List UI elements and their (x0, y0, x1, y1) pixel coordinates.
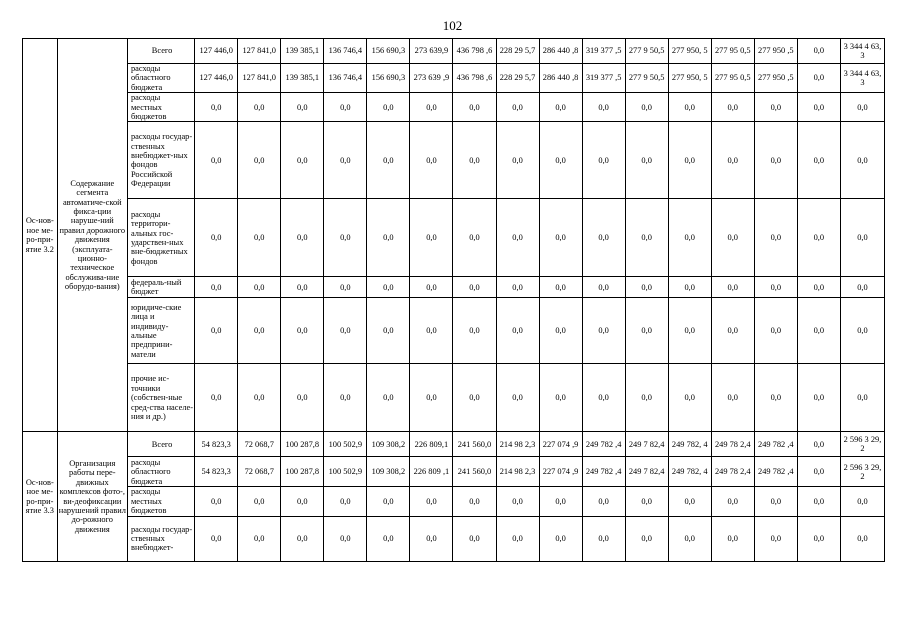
value-cell: 0,0 (281, 277, 324, 298)
value-cell: 0,0 (453, 199, 496, 277)
value-cell: 0,0 (281, 93, 324, 122)
value-cell: 0,0 (496, 487, 539, 516)
table-row (23, 457, 885, 487)
value-cell: 0,0 (324, 298, 367, 364)
value-cell: 0,0 (668, 122, 711, 199)
budget-table (22, 38, 885, 562)
value-cell: 156 690,3 (367, 64, 410, 93)
value-cell: 0,0 (797, 432, 840, 457)
value-cell: 0,0 (281, 298, 324, 364)
value-cell: 0,0 (840, 277, 884, 298)
source-cell: Всего (127, 432, 194, 457)
value-cell: 0,0 (539, 277, 582, 298)
value-cell: 100 502,9 (324, 432, 367, 457)
value-cell: 273 639,9 (410, 39, 453, 64)
value-cell: 0,0 (840, 298, 884, 364)
value-cell: 0,0 (625, 298, 668, 364)
value-cell: 277 950, 5 (668, 39, 711, 64)
value-cell: 0,0 (711, 277, 754, 298)
table-row (23, 432, 885, 457)
value-cell: 436 798 ,6 (453, 64, 496, 93)
value-cell: 0,0 (754, 122, 797, 199)
value-cell: 0,0 (711, 516, 754, 561)
value-cell: 0,0 (410, 122, 453, 199)
table-row (23, 298, 885, 364)
value-cell: 0,0 (410, 277, 453, 298)
value-cell: 249 782 ,4 (754, 432, 797, 457)
value-cell: 109 308,2 (367, 457, 410, 487)
value-cell: 72 068,7 (238, 457, 281, 487)
value-cell: 0,0 (797, 93, 840, 122)
value-cell: 436 798 ,6 (453, 39, 496, 64)
table-row (23, 93, 885, 122)
table-row (23, 199, 885, 277)
value-cell: 214 98 2,3 (496, 432, 539, 457)
value-cell: 156 690,3 (367, 39, 410, 64)
value-cell: 0,0 (238, 298, 281, 364)
value-cell: 249 782 ,4 (582, 457, 625, 487)
value-cell: 54 823,3 (195, 457, 238, 487)
value-cell: 0,0 (625, 364, 668, 432)
value-cell: 0,0 (539, 122, 582, 199)
value-cell: 0,0 (238, 199, 281, 277)
value-cell: 100 502,9 (324, 457, 367, 487)
value-cell: 0,0 (840, 199, 884, 277)
value-cell: 0,0 (754, 93, 797, 122)
source-cell: расходы областного бюджета (127, 457, 194, 487)
value-cell: 0,0 (539, 199, 582, 277)
value-cell: 277 950, 5 (668, 64, 711, 93)
value-cell: 277 950 ,5 (754, 39, 797, 64)
value-cell: 0,0 (797, 457, 840, 487)
value-cell: 0,0 (496, 93, 539, 122)
value-cell: 0,0 (582, 487, 625, 516)
value-cell: 0,0 (840, 516, 884, 561)
value-cell: 0,0 (281, 516, 324, 561)
value-cell: 0,0 (410, 93, 453, 122)
value-cell: 0,0 (238, 122, 281, 199)
value-cell: 0,0 (754, 298, 797, 364)
value-cell: 136 746,4 (324, 39, 367, 64)
value-cell: 136 746,4 (324, 64, 367, 93)
value-cell: 241 560,0 (453, 432, 496, 457)
value-cell: 0,0 (195, 199, 238, 277)
value-cell: 0,0 (496, 516, 539, 561)
value-cell: 139 385,1 (281, 64, 324, 93)
value-cell: 0,0 (496, 277, 539, 298)
value-cell: 0,0 (711, 298, 754, 364)
value-cell: 0,0 (453, 298, 496, 364)
value-cell: 0,0 (625, 277, 668, 298)
value-cell: 0,0 (539, 516, 582, 561)
source-cell: прочие ис-точники (собствен-ные сред-ства населе-ния и др.) (127, 364, 194, 432)
value-cell: 139 385,1 (281, 39, 324, 64)
value-cell: 226 809,1 (410, 432, 453, 457)
value-cell: 0,0 (840, 364, 884, 432)
value-cell: 0,0 (797, 298, 840, 364)
value-cell: 0,0 (582, 516, 625, 561)
value-cell: 0,0 (195, 277, 238, 298)
value-cell: 0,0 (797, 516, 840, 561)
table-row (23, 516, 885, 561)
value-cell: 0,0 (324, 93, 367, 122)
value-cell: 0,0 (453, 487, 496, 516)
value-cell: 0,0 (195, 487, 238, 516)
value-cell: 249 78 2,4 (711, 432, 754, 457)
value-cell: 0,0 (324, 364, 367, 432)
value-cell: 0,0 (754, 516, 797, 561)
value-cell: 0,0 (453, 93, 496, 122)
value-cell: 0,0 (410, 364, 453, 432)
table-row (23, 364, 885, 432)
value-cell: 0,0 (582, 364, 625, 432)
value-cell: 0,0 (711, 487, 754, 516)
page-number: 102 (442, 18, 463, 33)
source-cell: расходы местных бюджетов (127, 487, 194, 516)
value-cell: 0,0 (367, 199, 410, 277)
value-cell: 0,0 (367, 364, 410, 432)
value-cell: 0,0 (367, 516, 410, 561)
source-cell: расходы областного бюджета (127, 64, 194, 93)
value-cell: 127 446,0 (195, 39, 238, 64)
value-cell: 286 440 ,8 (539, 64, 582, 93)
value-cell: 0,0 (711, 364, 754, 432)
value-cell: 0,0 (410, 487, 453, 516)
value-cell: 0,0 (625, 516, 668, 561)
value-cell: 2 596 3 29,2 (840, 432, 884, 457)
value-cell: 0,0 (453, 277, 496, 298)
value-cell: 0,0 (797, 39, 840, 64)
value-cell: 277 95 0,5 (711, 39, 754, 64)
value-cell: 0,0 (195, 364, 238, 432)
description-cell: Организация работы пере-движных комплексов фото-, ви-деофиксации нарушений правил до-рожного движения (57, 432, 127, 561)
value-cell: 0,0 (539, 298, 582, 364)
value-cell: 0,0 (496, 298, 539, 364)
value-cell: 0,0 (754, 277, 797, 298)
value-cell: 227 074 ,9 (539, 432, 582, 457)
value-cell: 249 7 82,4 (625, 432, 668, 457)
value-cell: 249 78 2,4 (711, 457, 754, 487)
value-cell: 0,0 (410, 516, 453, 561)
table-row (23, 39, 885, 64)
value-cell: 319 377 ,5 (582, 39, 625, 64)
value-cell: 127 446,0 (195, 64, 238, 93)
value-cell: 0,0 (668, 277, 711, 298)
value-cell: 0,0 (367, 487, 410, 516)
value-cell: 277 95 0,5 (711, 64, 754, 93)
value-cell: 0,0 (324, 487, 367, 516)
value-cell: 0,0 (668, 199, 711, 277)
value-cell: 0,0 (324, 122, 367, 199)
value-cell: 0,0 (410, 199, 453, 277)
value-cell: 319 377 ,5 (582, 64, 625, 93)
value-cell: 0,0 (668, 364, 711, 432)
value-cell: 0,0 (367, 122, 410, 199)
source-cell: расходы государ-ственных внебюджет- (127, 516, 194, 561)
value-cell: 0,0 (238, 277, 281, 298)
value-cell: 0,0 (453, 364, 496, 432)
value-cell: 249 782 ,4 (754, 457, 797, 487)
value-cell: 0,0 (711, 122, 754, 199)
value-cell: 273 639 ,9 (410, 64, 453, 93)
value-cell: 0,0 (496, 364, 539, 432)
value-cell: 0,0 (539, 487, 582, 516)
description-cell: Содержание сегмента автоматиче-ской фикса-ции наруше-ний правил дорожного движения (эксплуата-ционно-техническое обслужива-ние оборудо-вания) (57, 39, 127, 432)
value-cell: 0,0 (797, 199, 840, 277)
source-cell: Всего (127, 39, 194, 64)
table-row (23, 277, 885, 298)
value-cell: 0,0 (367, 93, 410, 122)
value-cell: 226 809 ,1 (410, 457, 453, 487)
value-cell: 0,0 (238, 364, 281, 432)
value-cell: 249 782 ,4 (582, 432, 625, 457)
value-cell: 227 074 ,9 (539, 457, 582, 487)
value-cell: 0,0 (496, 122, 539, 199)
source-cell: расходы местных бюджетов (127, 93, 194, 122)
value-cell: 127 841,0 (238, 39, 281, 64)
value-cell: 0,0 (195, 298, 238, 364)
value-cell: 0,0 (367, 277, 410, 298)
value-cell: 249 7 82,4 (625, 457, 668, 487)
table-row (23, 64, 885, 93)
value-cell: 0,0 (582, 277, 625, 298)
value-cell: 0,0 (625, 93, 668, 122)
event-cell: Ос-нов-ное ме-ро-при-ятие 3.2 (23, 39, 58, 432)
value-cell: 0,0 (797, 122, 840, 199)
value-cell: 0,0 (797, 277, 840, 298)
value-cell: 0,0 (582, 93, 625, 122)
value-cell: 0,0 (496, 199, 539, 277)
value-cell: 0,0 (840, 93, 884, 122)
value-cell: 0,0 (195, 516, 238, 561)
value-cell: 0,0 (195, 122, 238, 199)
value-cell: 0,0 (410, 298, 453, 364)
value-cell: 3 344 4 63,3 (840, 64, 884, 93)
value-cell: 0,0 (453, 122, 496, 199)
value-cell: 0,0 (195, 93, 238, 122)
value-cell: 0,0 (281, 122, 324, 199)
source-cell: федераль-ный бюджет (127, 277, 194, 298)
value-cell: 214 98 2,3 (496, 457, 539, 487)
value-cell: 0,0 (625, 122, 668, 199)
value-cell: 0,0 (367, 298, 410, 364)
value-cell: 249 782, 4 (668, 432, 711, 457)
value-cell: 241 560,0 (453, 457, 496, 487)
source-cell: юридиче-ские лица и индивиду-альные предприни-матели (127, 298, 194, 364)
value-cell: 0,0 (582, 122, 625, 199)
value-cell: 228 29 5,7 (496, 39, 539, 64)
value-cell: 0,0 (754, 487, 797, 516)
value-cell: 0,0 (281, 199, 324, 277)
value-cell: 2 596 3 29,2 (840, 457, 884, 487)
value-cell: 0,0 (238, 93, 281, 122)
value-cell: 3 344 4 63,3 (840, 39, 884, 64)
value-cell: 0,0 (840, 122, 884, 199)
value-cell: 100 287,8 (281, 457, 324, 487)
value-cell: 0,0 (797, 487, 840, 516)
value-cell: 0,0 (797, 64, 840, 93)
value-cell: 0,0 (324, 277, 367, 298)
value-cell: 0,0 (668, 516, 711, 561)
value-cell: 0,0 (754, 199, 797, 277)
value-cell: 0,0 (582, 199, 625, 277)
value-cell: 0,0 (281, 364, 324, 432)
value-cell: 0,0 (711, 93, 754, 122)
table-row (23, 487, 885, 516)
value-cell: 0,0 (797, 364, 840, 432)
value-cell: 0,0 (238, 487, 281, 516)
value-cell: 0,0 (324, 199, 367, 277)
value-cell: 72 068,7 (238, 432, 281, 457)
value-cell: 0,0 (453, 516, 496, 561)
value-cell: 0,0 (539, 93, 582, 122)
value-cell: 286 440 ,8 (539, 39, 582, 64)
value-cell: 0,0 (668, 93, 711, 122)
value-cell: 0,0 (668, 298, 711, 364)
value-cell: 54 823,3 (195, 432, 238, 457)
value-cell: 249 782, 4 (668, 457, 711, 487)
table-row (23, 122, 885, 199)
source-cell: расходы территори-альных гос-ударствен-ных вне-бюджетных фондов (127, 199, 194, 277)
value-cell: 0,0 (625, 199, 668, 277)
value-cell: 277 9 50,5 (625, 39, 668, 64)
value-cell: 228 29 5,7 (496, 64, 539, 93)
value-cell: 0,0 (582, 298, 625, 364)
value-cell: 127 841,0 (238, 64, 281, 93)
value-cell: 0,0 (840, 487, 884, 516)
value-cell: 0,0 (668, 487, 711, 516)
source-cell: расходы государ-ственных внебюджет-ных фондов Российской Федерации (127, 122, 194, 199)
value-cell: 0,0 (625, 487, 668, 516)
value-cell: 0,0 (324, 516, 367, 561)
value-cell: 109 308,2 (367, 432, 410, 457)
value-cell: 0,0 (281, 487, 324, 516)
value-cell: 0,0 (711, 199, 754, 277)
value-cell: 100 287,8 (281, 432, 324, 457)
event-cell: Ос-нов-ное ме-ро-при-ятие 3.3 (23, 432, 58, 561)
value-cell: 0,0 (238, 516, 281, 561)
value-cell: 0,0 (754, 364, 797, 432)
value-cell: 0,0 (539, 364, 582, 432)
value-cell: 277 950 ,5 (754, 64, 797, 93)
value-cell: 277 9 50,5 (625, 64, 668, 93)
